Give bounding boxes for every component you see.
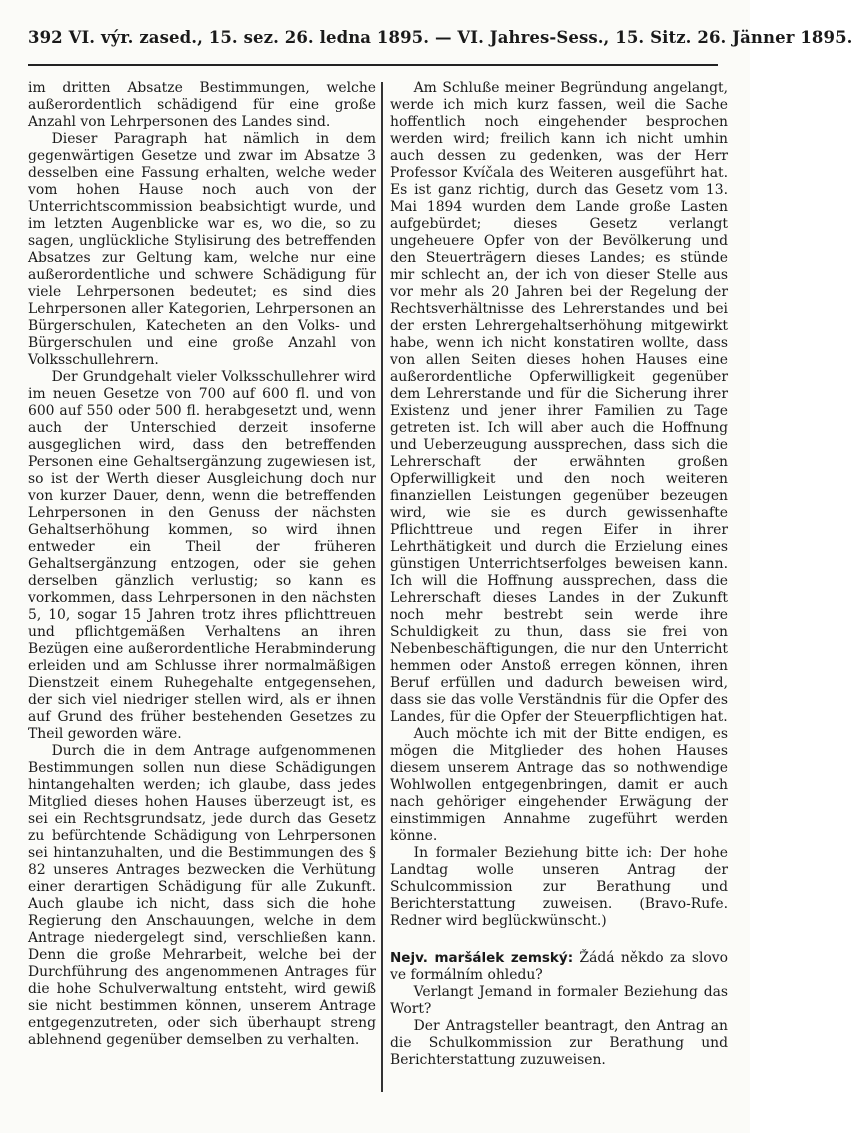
- paragraph: In formaler Beziehung bitte ich: Der hohe Landtag wolle unseren Antrag der Schulcommission zur Berathung und Berichterstattung zuweisen. (Bravo-Rufe. Redner wird beglückwünscht.): [390, 845, 728, 929]
- running-header: 392 VI. výr. zased., 15. sez. 26. ledna 1895. — VI. Jahres-Sess., 15. Sitz. 26. Jänner 1895.: [28, 28, 853, 47]
- speaker-name: Nejv. maršálek zemský:: [390, 950, 574, 966]
- paragraph: Dieser Paragraph hat nämlich in dem gegenwärtigen Gesetze und zwar im Absatze 3 desselben eine Fassung erhalten, welche weder vom hohen Hause noch auch von der Unterrichtscommission beabsichtigt wurde, und im letzten Augenblicke war es, wo die, so zu sagen, unglückliche Stylisirung des betreffenden Absatzes zur Geltung kam, welche nur eine außerordentliche und schwere Schädigung für viele Lehrpersonen bedeutet; es sind dies Lehrpersonen aller Kategorien, Lehrpersonen an Bürgerschulen, Katecheten an den Volks- und Bürgerschulen und eine große Anzahl von Volksschullehrern.: [28, 131, 376, 368]
- paragraph: Auch möchte ich mit der Bitte endigen, es mögen die Mitglieder des hohen Hauses diesem unserem Antrage das so nothwendige Wohlwollen entgegenbringen, damit er auch nach gehöriger eingehender Erwägung der einstimmigen Annahme zugeführt werden könne.: [390, 726, 728, 844]
- column-divider: [381, 82, 383, 1092]
- paragraph: Durch die in dem Antrage aufgenommenen Bestimmungen sollen nun diese Schädigungen hintangehalten werden; ich glaube, dass jedes Mitglied dieses hohen Hauses überzeugt ist, es sei ein Rechtsgrundsatz, jede durch das Gesetz zu befürchtende Schädigung von Lehrpersonen sei hintanzuhalten, und die Bestimmungen des § 82 unseres Antrages bezwecken die Verhütung einer derartigen Schädigung für alle Zukunft. Auch glaube ich nicht, dass sich die hohe Regierung den Anschauungen, welche in dem Antrage niedergelegt sind, verschließen kann. Denn die große Mehrarbeit, welche bei der Durchführung des angenommenen Antrages für die hohe Schulverwaltung entsteht, wird gewiß sie nicht bestimmen können, unserem Antrage entgegenzutreten, oder sich überhaupt streng ablehnend gegenüber demselben zu verhalten.: [28, 743, 376, 1048]
- speaker-paragraph: [390, 950, 728, 984]
- header-rule: [28, 64, 718, 66]
- speaker-text: Žádá někdo za slovo ve formálním ohledu?: [390, 950, 729, 983]
- right-column: [390, 80, 728, 1110]
- section-gap: [390, 930, 728, 950]
- paragraph: Am Schluße meiner Begründung angelangt, werde ich mich kurz fassen, weil die Sache hoffentlich noch eingehender besprochen werden wird; freilich kann ich nicht umhin auch dessen zu gedenken, was der Herr Professor Kvíčala des Weiteren ausgeführt hat. Es ist ganz richtig, durch das Gesetz vom 13. Mai 1894 wurden dem Lande große Lasten aufgebürdet; dieses Gesetz verlangt ungeheuere Opfer von der Bevölkerung und den Steuerträgern dieses Landes; es stünde mir schlecht an, der ich von dieser Stelle aus vor mehr als 20 Jahren bei der Regelung der Rechtsverhältnisse des Lehrerstandes und bei der ersten Lehrergehaltserhöhung mitgewirkt habe, wenn ich nicht konstatiren wollte, dass von allen Seiten dieses hohen Hauses eine außerordentliche Opferwilligkeit gegenüber dem Lehrerstande und für die Sicherung ihrer Existenz und jener ihrer Familien zu Tage getreten ist. Ich will aber auch die Hoffnung und Ueberzeugung aussprechen, dass sich die Lehrerschaft der erwähnten großen Opferwilligkeit und den noch weiteren finanziellen Leistungen gegenüber bezeugen wird, wie sie es durch gewissenhafte Pflichttreue und regen Eifer in ihrer Lehrthätigkeit und durch die Erzielung eines günstigen Unterrichtserfolges beweisen kann. Ich will die Hoffnung aussprechen, dass die Lehrerschaft dieses Landes in der Zukunft noch mehr bestrebt sein werde ihre Schuldigkeit zu thun, dass sie frei von Nebenbeschäftigungen, die nur den Unterricht hemmen oder Anstoß erregen können, ihren Beruf erfüllen und dadurch beweisen wird, dass sie das volle Verständnis für die Opfer des Landes, für die Opfer der Steuerpflichtigen hat.: [390, 80, 728, 725]
- paragraph: im dritten Absatze Bestimmungen, welche außerordentlich schädigend für eine große Anzahl von Lehrpersonen des Landes sind.: [28, 80, 376, 130]
- paragraph: Der Grundgehalt vieler Volksschullehrer wird im neuen Gesetze von 700 auf 600 fl. und von 600 auf 550 oder 500 fl. herabgesetzt und, wenn auch der Unterschied derzeit insoferne ausgeglichen wird, dass den betreffenden Personen eine Gehaltsergänzung zugewiesen ist, so ist der Werth dieser Ausgleichung doch nur von kurzer Dauer, denn, wenn die betreffenden Lehrpersonen in den Genuss der nächsten Gehaltserhöhung kommen, so wird ihnen entweder ein Theil der früheren Gehaltsergänzung entzogen, oder sie gehen derselben gänzlich verlustig; so kann es vorkommen, dass Lehrpersonen in den nächsten 5, 10, sogar 15 Jahren trotz ihres pflichttreuen und pflichtgemäßen Verhaltens an ihren Bezügen eine außerordentliche Herabminderung erleiden und am Schlusse ihrer normalmäßigen Dienstzeit einem Ruhegehalte entgegensehen, der sich viel niedriger stellen wird, als er ihnen auf Grund des früher bestehenden Gesetzes zu Theil geworden wäre.: [28, 369, 376, 742]
- paragraph: Der Antragsteller beantragt, den Antrag an die Schulkommission zur Berathung und Berichterstattung zuzuweisen.: [390, 1018, 728, 1068]
- left-column: [28, 80, 376, 1110]
- paragraph: Verlangt Jemand in formaler Beziehung das Wort?: [390, 984, 728, 1017]
